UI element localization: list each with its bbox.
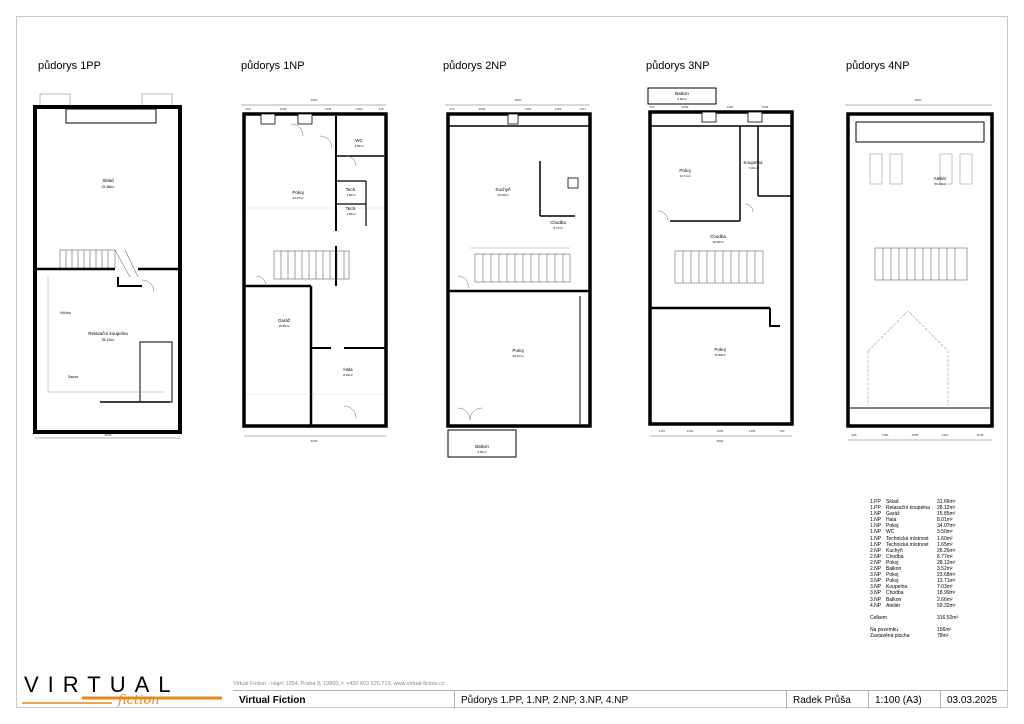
room-4np-atelier: Ateliér (933, 176, 947, 181)
title-block-description: Půdorys 1.PP, 1.NP, 2.NP, 3.NP, 4.NP (455, 691, 787, 709)
room-2np-balkon: Balkon (475, 444, 489, 449)
area-row: 4.NP Ateliér 59.32m² (870, 602, 956, 609)
area-row: 2.NP Kuchyň 26.26m² (870, 547, 956, 554)
room-2np-pokoj-area: 28.12m² (512, 354, 524, 358)
area-plot-row: Na pozemku 156m² (870, 626, 952, 633)
room-3np-pokoj-2-area: 23.68m² (714, 353, 726, 357)
dim-1np-top-2: 1446 (324, 107, 332, 111)
area-table (870, 499, 977, 639)
dim-3np-bottom-0: 1115 (658, 429, 666, 433)
area-built-row: Zastavěná plocha 78m² (870, 632, 949, 639)
room-1np-wc-area: 3.50m² (354, 144, 364, 148)
area-total-row: Celkem 316.52m² (870, 614, 959, 621)
floor-plan-4np (840, 96, 1005, 446)
room-2np-chodba-area: 8.77m² (553, 226, 563, 230)
svg-text:VIRTUAL: VIRTUAL (24, 672, 180, 697)
area-row: 3.NP Pokoj 13.71m² (870, 578, 956, 585)
room-1np-garaz: Garáž (277, 318, 291, 323)
dim-4np-bottom-2: 1555 (911, 433, 919, 437)
dim-3np-width: 6000 (716, 439, 724, 443)
area-row: 1.NP Pokoj 34.07m² (870, 523, 956, 530)
room-3np-koupelna: Koupelna (743, 160, 763, 165)
area-row: 1.PP Sklad 31.66m² (870, 499, 956, 505)
plan-title-1np: půdorys 1NP (241, 60, 305, 72)
floor-plan-3np (640, 86, 805, 446)
footer-contact: Virtual Fiction - Hajní 1354, Praha 9, 19800, t: +420 603 520 719, www.virtual-fiction.cz (233, 681, 445, 687)
area-row: 3.NP Chodba 18.99m² (870, 590, 956, 597)
title-block-scale: 1:100 (A3) (869, 691, 941, 709)
dim-1np-width-top: 6000 (310, 98, 318, 102)
room-1pp-sklad: Sklad (102, 178, 114, 183)
room-3np-balkon-area: 2.66m² (677, 97, 687, 101)
room-4np-atelier-area: 59.32m² (934, 182, 946, 186)
room-3np-pokoj-2: Pokoj (714, 347, 726, 352)
room-1np-tech-1: Tech. (345, 187, 357, 192)
dim-3np-top-3: 1425 (761, 105, 769, 109)
dim-3np-top-0: 510 (649, 105, 655, 109)
room-1np-hala-area: 8.01m² (343, 373, 353, 377)
room-3np-balkon: Balkon (675, 91, 689, 96)
room-1pp-relax: Relaxační koupelna (88, 331, 128, 336)
dim-1np-top-1: 2208 (279, 107, 287, 111)
dim-1pp-width: 6000 (104, 433, 112, 437)
area-row: 2.NP Chodba 8.77m² (870, 553, 953, 560)
room-1np-wc: WC (355, 138, 363, 143)
room-1pp-sauna: Sauna (68, 375, 79, 379)
floor-plan-1np (236, 96, 396, 446)
title-block-author: Radek Průša (787, 691, 869, 709)
area-row: 3.NP Balkon 2.66m² (870, 596, 953, 603)
dim-3np-bottom-3: 1453 (748, 429, 756, 433)
floor-plan-1pp (30, 92, 195, 442)
room-1np-tech-2: Tech. (345, 206, 357, 211)
dim-2np-top-0: 474 (449, 107, 455, 111)
area-row: 1.NP Garáž 15.85m² (870, 511, 956, 518)
dim-3np-bottom-2: 1250 (716, 429, 724, 433)
room-2np-chodba: Chodba (550, 220, 566, 225)
dim-3np-bottom-1: 1440 (686, 429, 694, 433)
dim-2np-top-4: 1417 (579, 107, 587, 111)
plan-title-2np: půdorys 2NP (443, 60, 507, 72)
room-2np-kuchyn-area: 26.26m² (497, 193, 509, 197)
dim-4np-width-top: 6000 (914, 98, 922, 102)
area-row: 2.NP Pokoj 28.12m² (870, 559, 956, 566)
room-2np-kuchyn: Kuchyň (495, 187, 511, 192)
area-row: 1.PP Relaxační koupelna 28.12m² (870, 505, 956, 512)
room-2np-pokoj: Pokoj (512, 348, 524, 353)
room-2np-balkon-area: 3.52m² (477, 450, 487, 454)
dim-1np-width-bottom: 6000 (310, 439, 318, 443)
dim-2np-top-2: 1464 (524, 107, 532, 111)
room-3np-chodba: Chodba (710, 234, 726, 239)
area-row: 2.NP Balkon 3.52m² (870, 566, 953, 573)
room-1np-pokoj-area: 34.07m² (292, 196, 304, 200)
dim-1np-top-3: 1464 (355, 107, 363, 111)
area-row: 1.NP Hala 8.01m² (870, 517, 953, 524)
floor-plan-2np (440, 96, 600, 461)
dim-1np-top-4: 446 (378, 107, 384, 111)
room-1np-tech-2-area: 1.65m² (346, 212, 356, 216)
dim-3np-top-1: 2200 (681, 105, 689, 109)
dim-4np-bottom-3: 1415 (941, 433, 949, 437)
virtual-fiction-logo (22, 672, 222, 708)
svg-text:fiction: fiction (118, 693, 160, 708)
area-row: 1.NP WC 3.50m² (870, 529, 953, 536)
dim-4np-bottom-0: 405 (851, 433, 857, 437)
room-1pp-virivka: Vířivka (60, 311, 71, 315)
dim-4np-bottom-1: 1450 (881, 433, 889, 437)
dim-2np-top-1: 2005 (478, 107, 486, 111)
room-1np-hala: Hala (343, 367, 353, 372)
room-1np-garaz-area: 15.85m² (278, 324, 290, 328)
area-row: 1.NP Technická místnost 1.60m² (870, 535, 953, 542)
dim-4np-bottom-4: 1645 (976, 433, 984, 437)
room-3np-pokoj-1-area: 13.71m² (679, 174, 691, 178)
room-1pp-relax-area: 28.12m² (101, 338, 115, 342)
title-block-company: Virtual Fiction (233, 691, 455, 709)
dim-3np-top-2: 1460 (726, 105, 734, 109)
dim-2np-top-3: 1464 (554, 107, 562, 111)
room-1pp-sklad-area: 31.66m² (101, 185, 115, 189)
room-3np-chodba-area: 18.99m² (712, 240, 724, 244)
area-row: 3.NP Koupelna 7.03m² (870, 584, 953, 591)
dim-2np-width-top: 6000 (514, 98, 522, 102)
dim-1np-top-0: 436 (245, 107, 251, 111)
area-row: 3.NP Pokoj 23.68m² (870, 572, 956, 579)
room-1np-tech-1-area: 1.60m² (346, 193, 356, 197)
dim-3np-bottom-4: 760 (779, 429, 785, 433)
title-block-date: 03.03.2025 (947, 694, 998, 706)
plan-title-1pp: půdorys 1PP (38, 60, 101, 72)
room-3np-pokoj-1: Pokoj (679, 168, 691, 173)
area-row: 1.NP Technická místnost 1.65m² (870, 541, 953, 548)
plan-title-4np: půdorys 4NP (846, 60, 910, 72)
room-3np-koupelna-area: 7.03m² (748, 166, 758, 170)
title-block (233, 690, 1008, 709)
plan-title-3np: půdorys 3NP (646, 60, 710, 72)
room-1np-pokoj: Pokoj (292, 190, 304, 195)
